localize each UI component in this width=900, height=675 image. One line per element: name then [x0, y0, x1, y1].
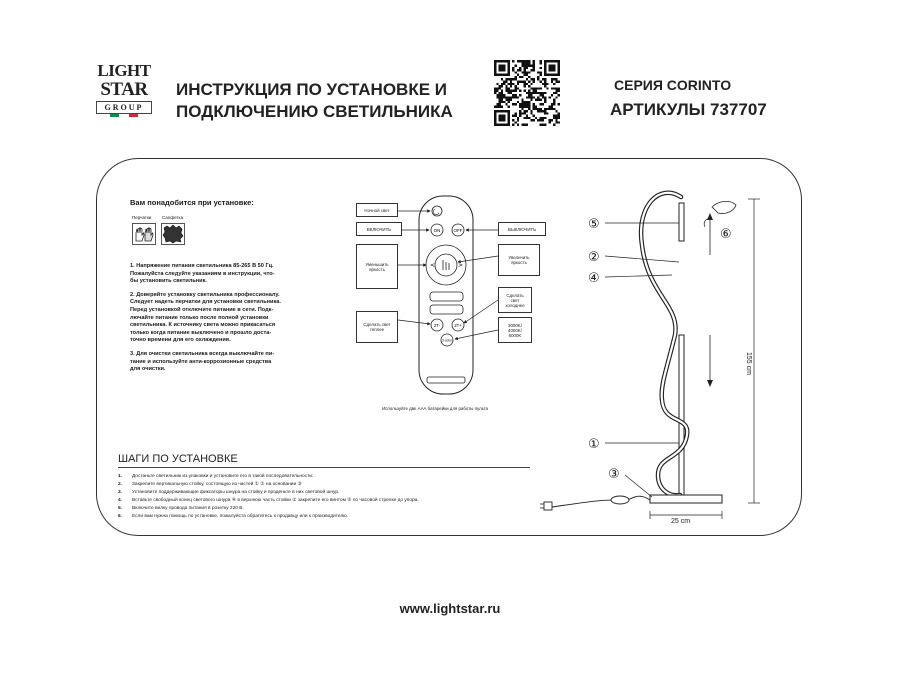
lamp-main-post	[679, 335, 684, 495]
on-button-label: ON	[433, 228, 441, 233]
title-line-1: ИНСТРУКЦИЯ ПО УСТАНОВКЕ И	[176, 80, 447, 99]
dial-left-arrow: <	[430, 262, 436, 269]
label-night-light: Ночной свет	[356, 203, 398, 217]
label-off: ВЫКЛЮЧИТЬ	[498, 222, 546, 236]
note-1: 1. Напряжение питания светильника 85-265 В 50 Гц. Пожалуйста следуйте указаниям в инструкции, что- бы установить светильник.	[130, 263, 275, 285]
hand-icon	[712, 201, 736, 213]
title-line-2: ПОДКЛЮЧЕНИЮ СВЕТИЛЬНИКА	[176, 102, 453, 121]
label-colder: Сделать свет холоднее	[498, 287, 532, 313]
foot-switch-icon	[611, 496, 629, 504]
width-label: 25 cm	[671, 518, 691, 525]
callout-5: ⑤	[588, 216, 600, 231]
italian-flag-icon	[110, 114, 138, 117]
power-cord	[552, 496, 650, 507]
label-on: ВКЛЮЧИТЬ	[356, 222, 402, 236]
scene-button-1[interactable]	[430, 292, 463, 301]
battery-cover	[427, 377, 465, 383]
callout-2: ②	[588, 249, 600, 264]
cloth-label: Салфетка	[162, 215, 184, 220]
website-link[interactable]: www.lightstar.ru	[399, 601, 501, 616]
series-label: СЕРИЯ CORINTO	[614, 77, 732, 93]
page-title	[176, 79, 476, 123]
note-3: 3. Для очистки светильника всегда выключайте пи- тание и используйте анти-коррозионные средства для очистки.	[130, 350, 275, 373]
lamp-base	[650, 495, 722, 503]
steps-divider	[118, 467, 530, 468]
step-item: 3. Установите поддерживающие фиксаторы шнура на стойку и проденьте в них световой шнур.	[118, 490, 340, 495]
lamp-diagram	[540, 185, 780, 535]
dial-right-arrow: >	[458, 262, 464, 269]
requirements-title: Вам понадобится при установке:	[130, 198, 254, 207]
logo-line-3: GROUP	[96, 101, 152, 114]
cold-button-label: 2T+	[454, 323, 462, 328]
label-brightness-down: Уменьшить яркость	[356, 244, 398, 289]
brand-logo	[96, 62, 152, 124]
battery-note: Используйте две ААА батарейки для работы пульта	[382, 406, 488, 411]
step-item: 6. Если вам нужна помощь по установке, пожалуйста обратитесь к продавцу или к производителю.	[118, 514, 349, 519]
lamp-top-post	[679, 203, 684, 241]
callout-3: ③	[608, 466, 620, 481]
step-item: 5. Включите вилку провода питания в розетку 220 В.	[118, 506, 244, 511]
label-brightness-up: Увеличить яркость	[498, 244, 540, 276]
cloth-icon	[161, 223, 185, 245]
logo-line-1: LIGHT	[97, 61, 151, 80]
warm-button-label: 2T-	[433, 323, 441, 328]
cct-button-label: 3-color	[442, 338, 452, 343]
logo-line-2: STAR	[100, 79, 148, 100]
note-2: 2. Доверяйте установку светильника профессионалу. Следует надеть перчатки для установки светильника. Перед установкой отключите питание в сети. Подк- лючайте питание только после полной установки светильника. К источнику света можно прикасаться только когда питание выключено и прошло доста- точно времени для его охлаждения.	[130, 291, 281, 344]
off-button-label: OFF	[453, 228, 463, 233]
gloves-icon	[132, 223, 156, 245]
scene-button-2[interactable]	[430, 305, 463, 314]
qr-code-icon	[494, 60, 560, 126]
height-label: 155 cm	[745, 352, 752, 375]
articles-label: АРТИКУЛЫ 737707	[610, 100, 767, 119]
safety-notes	[130, 263, 330, 380]
label-cct-modes: 3000K/ 4000K/ 6000K	[498, 317, 532, 343]
step-item: 2. Закрепите вертикальную стойку, состоящую из частей ① ② на основании ③	[118, 482, 302, 487]
step-item: 1. Достаньте светильник из упаковки и установите его в такой последовательности:	[118, 474, 314, 479]
plug-icon	[544, 502, 552, 510]
callout-1: ①	[588, 436, 600, 451]
label-warmer: Сделать свет теплее	[356, 311, 398, 343]
callout-6: ⑥	[720, 226, 732, 241]
steps-title: ШАГИ ПО УСТАНОВКЕ	[118, 453, 238, 465]
callout-4: ④	[588, 270, 600, 285]
step-item: 4. Вставьте свободный конец светового шнура ④ в верхнюю часть стойки ② закрепите его винтом ⑤ по часовой стрелке до упора.	[118, 498, 419, 503]
gloves-label: Перчатки	[132, 215, 152, 220]
